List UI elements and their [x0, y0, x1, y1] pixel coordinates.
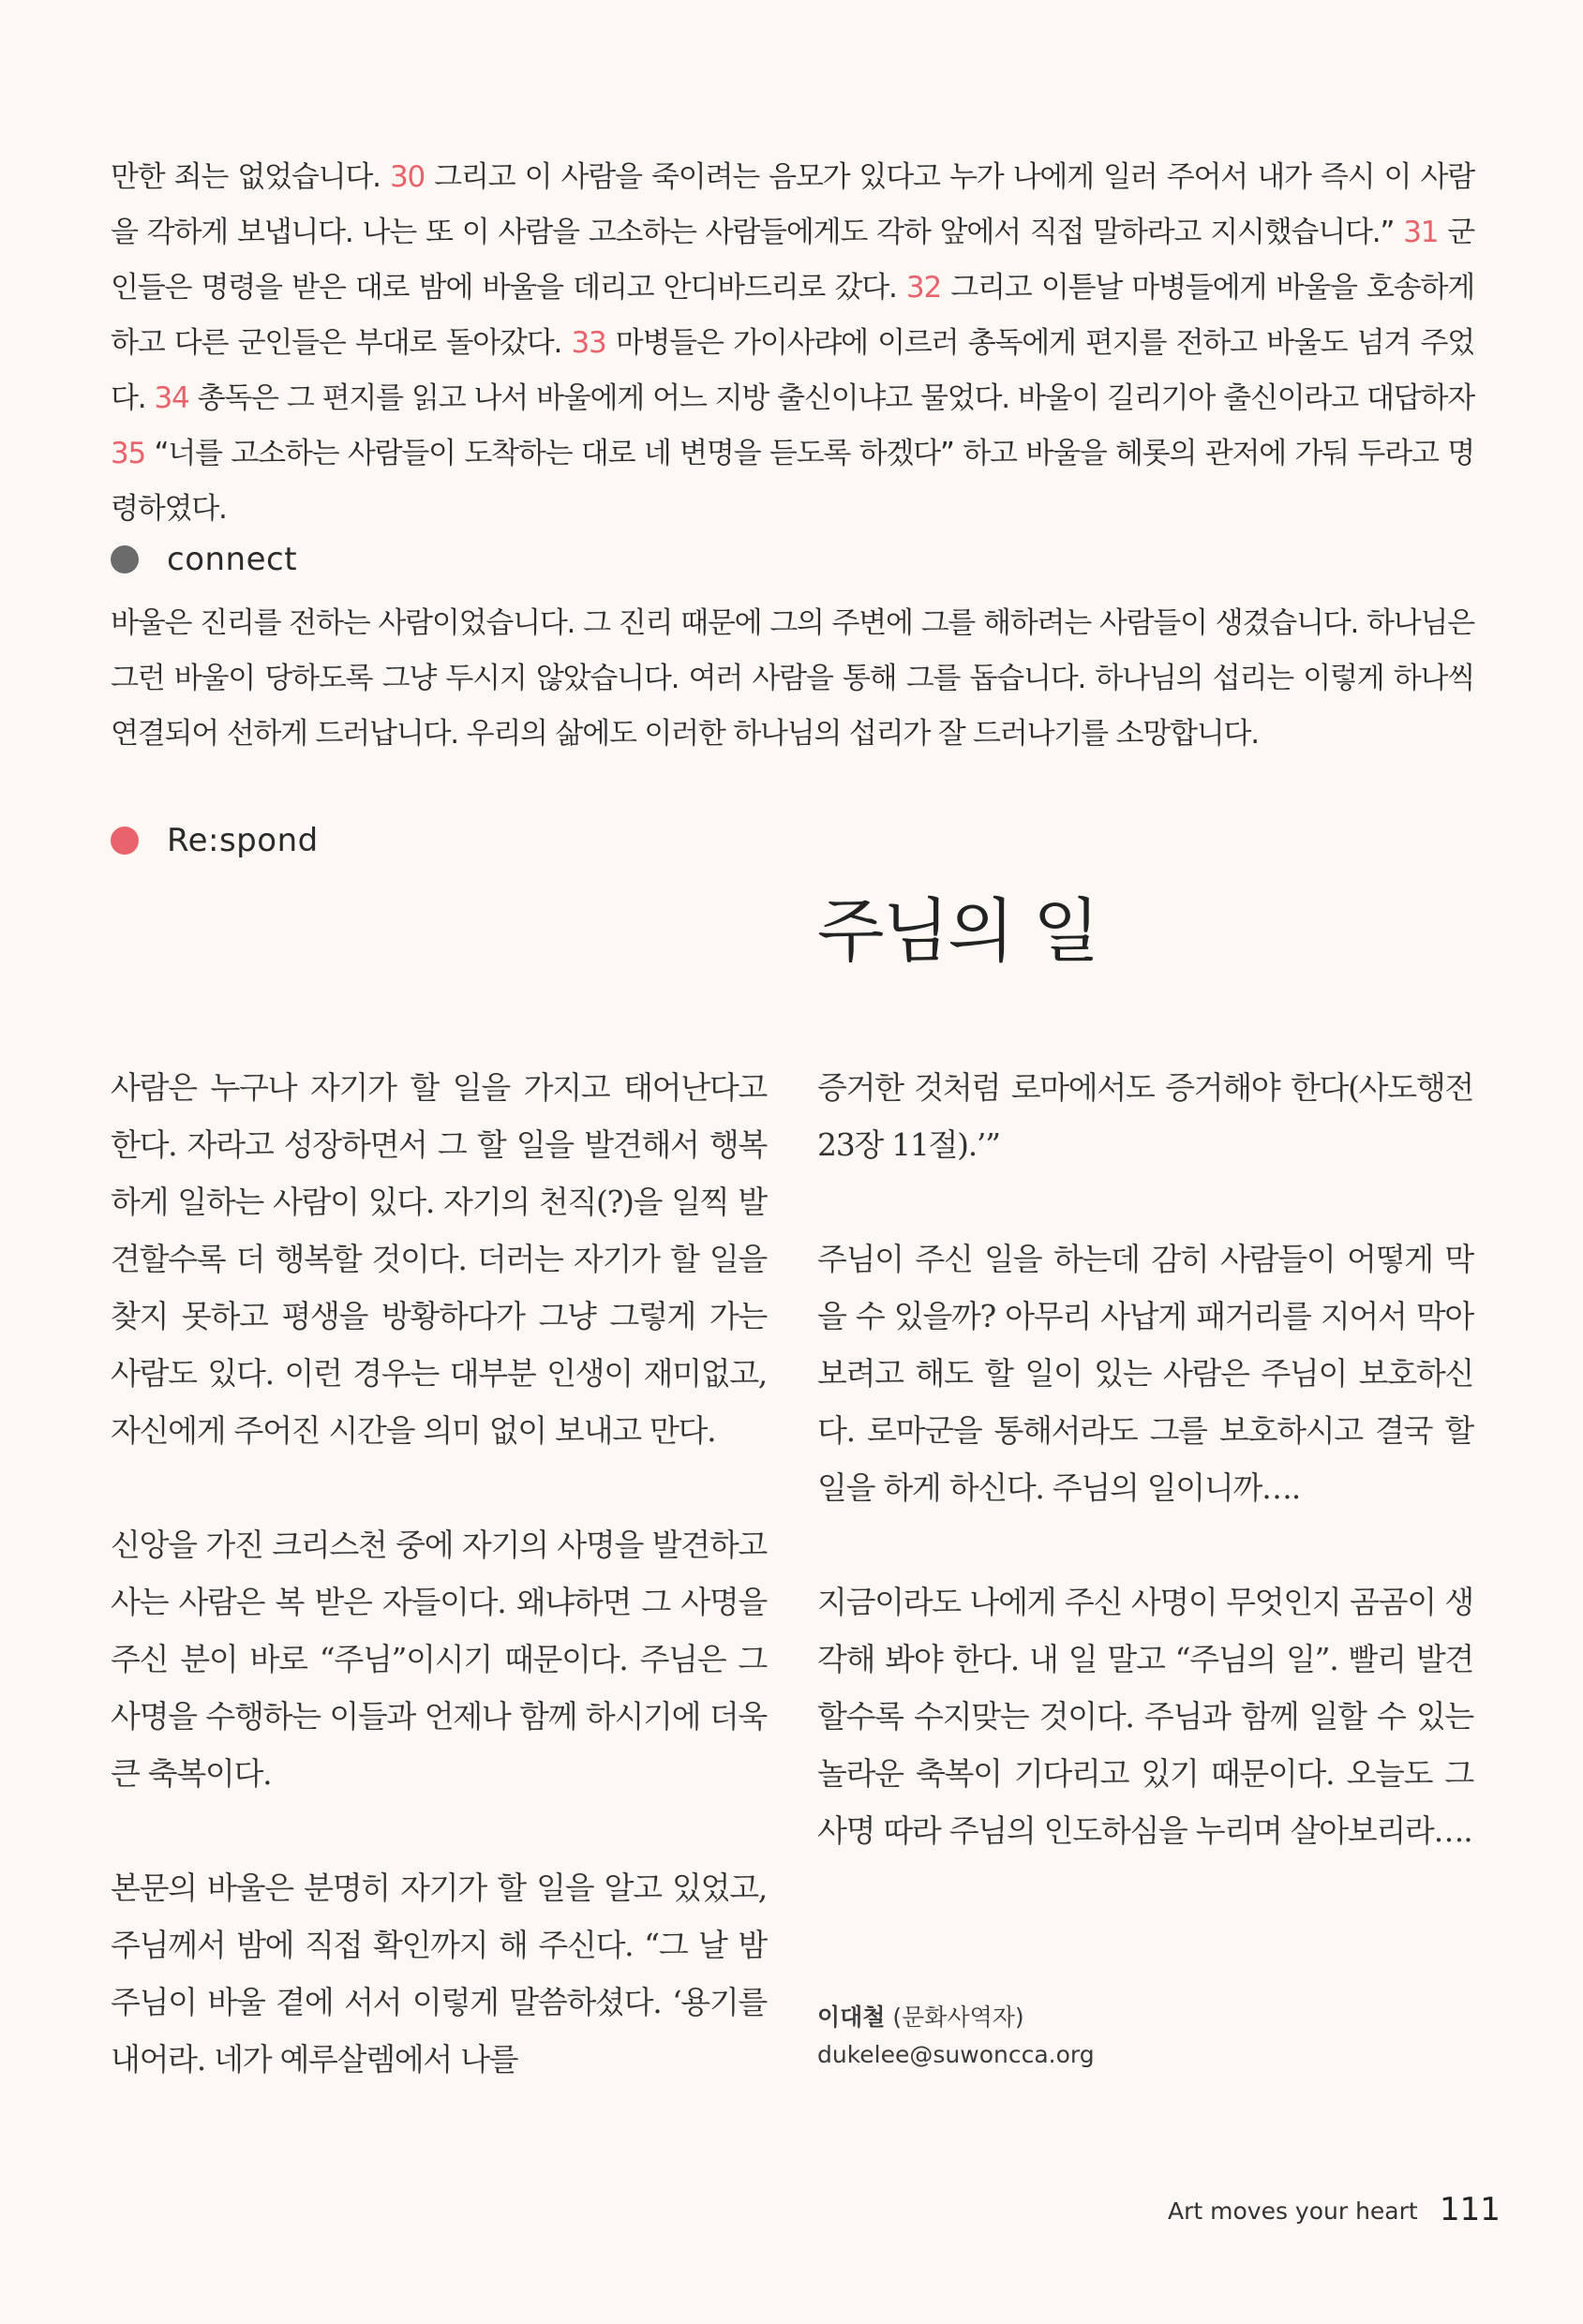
connect-bullet-icon	[111, 545, 139, 574]
respond-label: Re:spond	[167, 822, 319, 859]
author-name: 이대철	[817, 2004, 886, 2031]
scripture-text: 만한 죄는 없었습니다.	[111, 160, 390, 194]
essay-paragraph: 본문의 바울은 분명히 자기가 할 일을 알고 있었고, 주님께서 밤에 직접 확인까지 해 주신다. “그 날 밤 주님이 바울 곁에 서서 이렇게 말씀하셨다. ‘용기를 내어라. 네가 예루살렘에서 나를	[111, 1870, 767, 2078]
verse-number: 34	[154, 381, 189, 415]
connect-label: connect	[167, 541, 298, 578]
scripture-text: 군인들은 명령을 받은 대로 밤에 바울을 데리고 안디바드리로 갔다.	[111, 216, 1474, 305]
essay-paragraph: 주님이 주신 일을 하는데 감히 사람들이 어떻게 막을 수 있을까? 아무리 사납게 패거리를 지어서 막아보려고 해도 할 일이 있는 사람은 주님이 보호하신다. 로마군을 통해서라도 그를 보호하시고 결국 할 일을 하게 하신다. 주님의 일이니까….	[817, 1241, 1473, 1506]
scripture-text: 총독은 그 편지를 읽고 나서 바울에게 어느 지방 출신이냐고 물었다. 바울이 길리기아 출신이라고 대답하자	[188, 381, 1474, 415]
verse-number: 30	[389, 160, 425, 194]
scripture-text: “너를 고소하는 사람들이 도착하는 대로 네 변명을 듣도록 하겠다” 하고 바울을 헤롯의 관저에 가둬 두라고 명령하였다.	[111, 437, 1474, 526]
page-number: 111	[1440, 2191, 1501, 2228]
verse-number: 35	[111, 437, 146, 470]
verse-number: 31	[1403, 216, 1439, 249]
author-info	[817, 1999, 1095, 2074]
author-email: dukelee@suwoncca.org	[817, 2041, 1095, 2068]
respond-heading	[111, 822, 319, 859]
author-role: (문화사역자)	[892, 2004, 1024, 2031]
essay-left-column	[111, 1059, 767, 2145]
footer-tagline: Art moves your heart	[1168, 2197, 1418, 2225]
essay-title: 주님의 일	[817, 891, 1098, 972]
scripture-text: 그리고 이 사람을 죽이려는 음모가 있다고 누가 나에게 일러 주어서 내가 즉시 이 사람을 각하게 보냅니다. 나는 또 이 사람을 고소하는 사람들에게도 각하 앞에서 직접 말하라고 지시했습니다.”	[111, 160, 1474, 249]
scripture-passage	[111, 150, 1474, 537]
essay-paragraph: 증거한 것처럼 로마에서도 증거해야 한다(사도행전 23장 11절).’”	[817, 1069, 1473, 1163]
respond-bullet-icon	[111, 827, 139, 855]
verse-number: 32	[905, 271, 941, 305]
essay-paragraph: 사람은 누구나 자기가 할 일을 가지고 태어난다고 한다. 자라고 성장하면서 그 할 일을 발견해서 행복하게 일하는 사람이 있다. 자기의 천직(?)을 일찍 발견할수록 더 행복할 것이다. 더러는 자기가 할 일을 찾지 못하고 평생을 방황하다가 그냥 그렇게 가는 사람도 있다. 이런 경우는 대부분 인생이 재미없고, 자신에게 주어진 시간을 의미 없이 보내고 만다.	[111, 1069, 767, 1449]
essay-paragraph: 신앙을 가진 크리스천 중에 자기의 사명을 발견하고 사는 사람은 복 받은 자들이다. 왜냐하면 그 사명을 주신 분이 바로 “주님”이시기 때문이다. 주님은 그 사명을 수행하는 이들과 언제나 함께 하시기에 더욱 큰 축복이다.	[111, 1527, 767, 1792]
connect-text: 바울은 진리를 전하는 사람이었습니다. 그 진리 때문에 그의 주변에 그를 해하려는 사람들이 생겼습니다. 하나님은 그런 바울이 당하도록 그냥 두시지 않았습니다. 여러 사람을 통해 그를 돕습니다. 하나님의 섭리는 이렇게 하나씩 연결되어 선하게 드러납니다. 우리의 삶에도 이러한 하나님의 섭리가 잘 드러나기를 소망합니다.	[111, 606, 1474, 751]
scripture-text: 그리고 이튿날 마병들에게 바울을 호송하게 하고 다른 군인들은 부대로 돌아갔다.	[111, 271, 1474, 360]
verse-number: 33	[571, 326, 606, 360]
connect-heading	[111, 541, 297, 578]
scripture-text: 마병들은 가이사랴에 이르러 총독에게 편지를 전하고 바울도 넘겨 주었다.	[111, 326, 1474, 415]
essay-paragraph: 지금이라도 나에게 주신 사명이 무엇인지 곰곰이 생각해 봐야 한다. 내 일 말고 “주님의 일”. 빨리 발견할수록 수지맞는 것이다. 주님과 함께 일할 수 있는 놀라운 축복이 기다리고 있기 때문이다. 오늘도 그 사명 따라 주님의 인도하심을 누리며 살아보리라….	[817, 1584, 1473, 1849]
essay-right-column	[817, 1059, 1473, 1916]
